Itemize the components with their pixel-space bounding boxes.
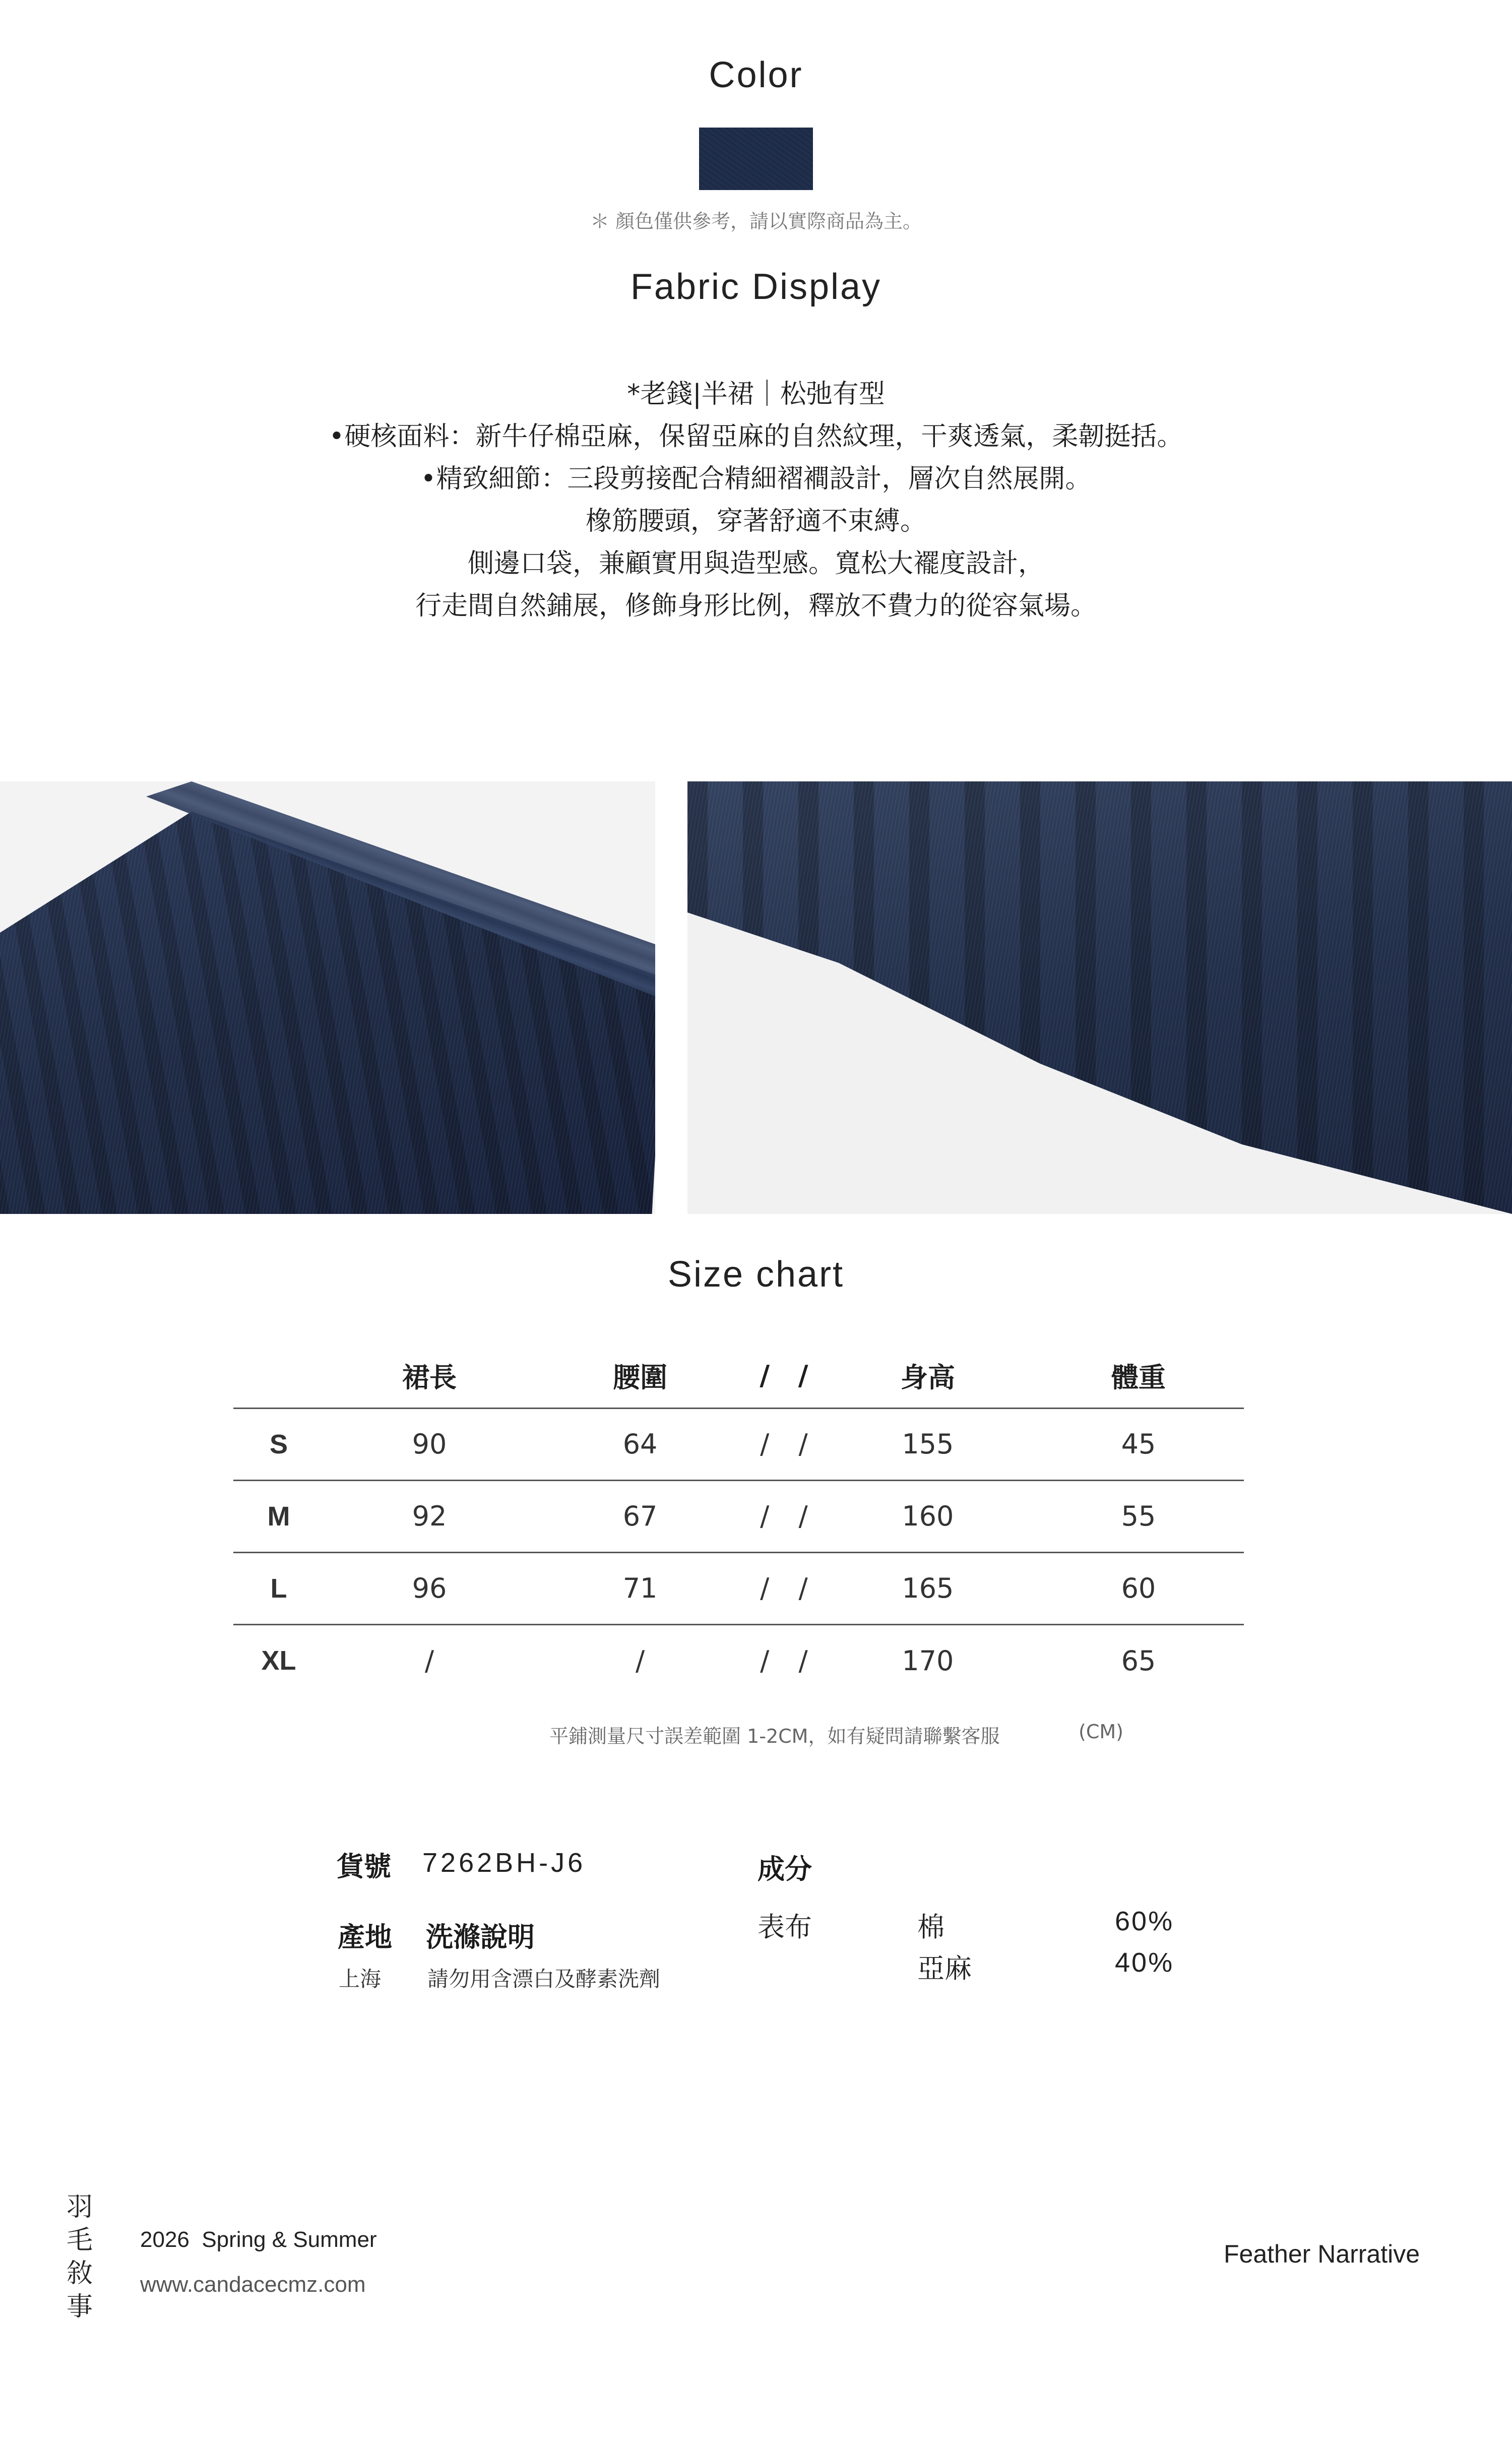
table-cell: 64 — [622, 1428, 658, 1460]
table-cell: 92 — [412, 1500, 447, 1532]
size-label: S — [269, 1429, 288, 1459]
fabric-line: 側邊口袋，兼顧實用與造型感。寬松大襬度設計， — [467, 548, 1044, 579]
footer-season: 2026 Spring & Summer — [140, 2227, 377, 2252]
size-label: L — [270, 1573, 287, 1604]
table-cell: 67 — [622, 1500, 658, 1532]
table-cell: 165 — [902, 1572, 954, 1604]
color-swatch-navy[interactable] — [699, 128, 813, 190]
fabric-photo-hem — [687, 781, 1512, 1214]
sku-value: 7262BH-J6 — [422, 1848, 586, 1878]
table-row — [233, 1408, 1244, 1480]
header-cell: 裙長 — [324, 1344, 535, 1408]
material-name: 亞麻 — [917, 1952, 972, 1984]
table-cell: 160 — [902, 1500, 954, 1532]
table-cell: 55 — [1121, 1500, 1156, 1532]
table-cell: / — [760, 1572, 770, 1604]
table-cell: / — [760, 1500, 770, 1532]
table-row — [233, 1552, 1244, 1624]
table-cell: 71 — [622, 1572, 658, 1604]
brand-char: 敘 — [66, 2259, 93, 2289]
size-chart-title: Size chart — [667, 1254, 845, 1295]
table-cell: / — [760, 1644, 770, 1677]
size-label: M — [267, 1501, 290, 1532]
table-cell: / — [798, 1500, 808, 1532]
color-title: Color — [709, 55, 803, 95]
table-cell: 90 — [412, 1428, 447, 1460]
brand-char: 事 — [66, 2292, 93, 2322]
sku-label: 貨號 — [337, 1851, 391, 1882]
fabric-title: Fabric Display — [630, 267, 882, 307]
size-table-header — [233, 1344, 1244, 1408]
table-cell: / — [798, 1644, 808, 1677]
table-cell: / — [760, 1428, 770, 1460]
table-cell: 96 — [412, 1572, 447, 1604]
header-cell — [233, 1344, 324, 1408]
fabric-line: 橡筋腰頭，穿著舒適不束縛。 — [585, 506, 926, 536]
footer-url-link[interactable]: www.candacecmz.com — [140, 2272, 366, 2297]
header-cell: 身高 — [823, 1344, 1033, 1408]
table-cell: / — [798, 1428, 808, 1460]
fabric-line: •硬核面料：新牛仔棉亞麻，保留亞麻的自然紋理，干爽透氣，柔韌挺括。 — [329, 421, 1183, 452]
material-percent: 60% — [1115, 1906, 1174, 1936]
color-note: ＊ 顏色僅供參考，請以實際商品為主。 — [590, 210, 922, 232]
table-cell: 170 — [902, 1644, 954, 1677]
wash-label: 洗滌說明 — [426, 1921, 535, 1953]
fabric-line: •精致細節：三段剪接配合精細褶襇設計，層次自然展開。 — [420, 464, 1092, 494]
table-row — [233, 1624, 1244, 1696]
header-cell: / — [745, 1344, 784, 1408]
header-cell: 體重 — [1033, 1344, 1244, 1408]
origin-value: 上海 — [339, 1967, 382, 1991]
brand-char: 毛 — [66, 2225, 93, 2255]
fabric-photo-waistband — [0, 781, 655, 1214]
table-cell: 65 — [1121, 1644, 1156, 1677]
fabric-line: *老錢|半裙｜松弛有型 — [627, 379, 885, 409]
material-name: 棉 — [917, 1911, 944, 1943]
table-cell: 60 — [1121, 1572, 1156, 1604]
fabric-description — [0, 373, 1512, 627]
size-note: 平鋪測量尺寸誤差範圍 1-2CM，如有疑問請聯繫客服 — [549, 1725, 1000, 1747]
table-cell: 45 — [1121, 1428, 1156, 1460]
table-row — [233, 1480, 1244, 1552]
material-percent: 40% — [1115, 1947, 1174, 1978]
size-label: XL — [261, 1645, 296, 1676]
wash-value: 請勿用含漂白及酵素洗劑 — [427, 1967, 661, 1991]
brand-char: 羽 — [66, 2192, 93, 2222]
table-cell: / — [635, 1644, 645, 1677]
table-cell: 155 — [902, 1428, 954, 1460]
header-cell: / — [784, 1344, 822, 1408]
header-cell: 腰圍 — [535, 1344, 745, 1408]
brand-vertical-logo — [65, 2190, 95, 2324]
footer-tagline: Feather Narrative — [1224, 2240, 1420, 2268]
size-unit: (CM) — [1079, 1721, 1123, 1743]
origin-label: 產地 — [338, 1921, 392, 1953]
table-cell: / — [424, 1644, 434, 1677]
table-cell: / — [798, 1572, 808, 1604]
composition-label: 成分 — [758, 1853, 812, 1885]
fabric-line: 行走間自然鋪展，修飾身形比例，釋放不費力的從容氣場。 — [415, 591, 1097, 621]
composition-part: 表布 — [758, 1911, 812, 1943]
size-table — [233, 1344, 1244, 1696]
